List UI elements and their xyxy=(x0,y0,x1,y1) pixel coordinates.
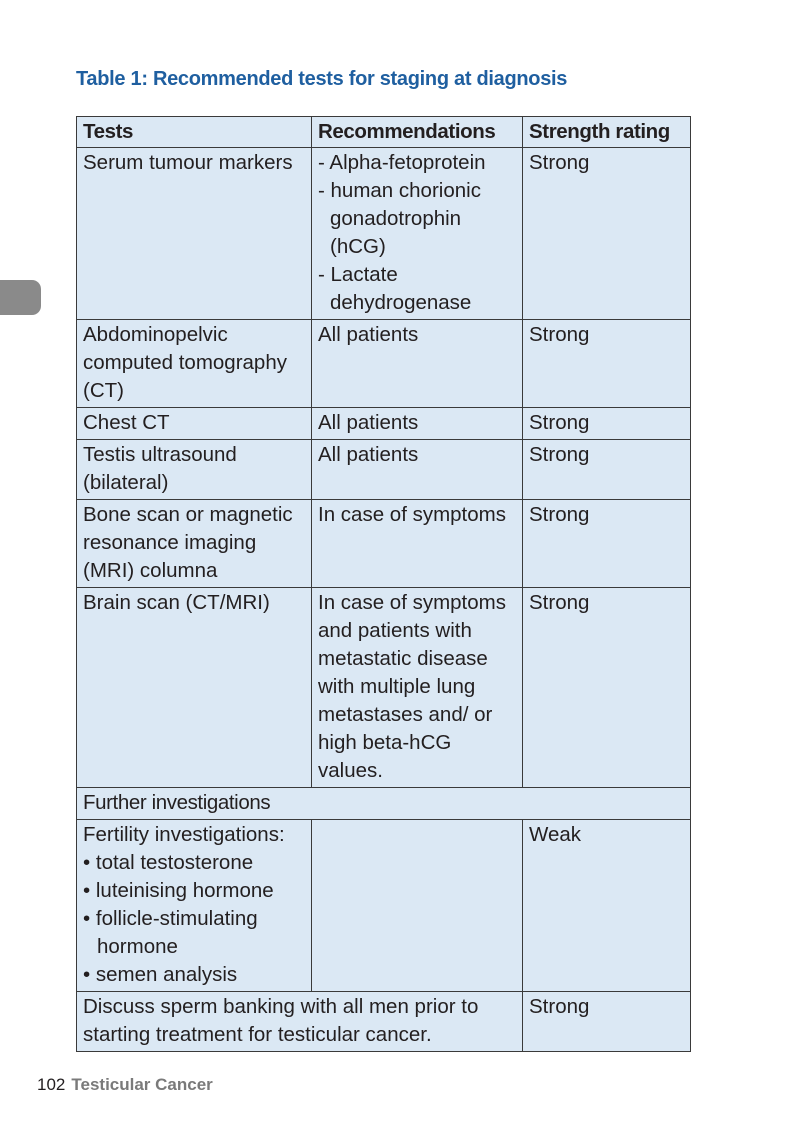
table-row xyxy=(77,148,691,320)
list-item: • semen analysis xyxy=(83,963,238,986)
table-row xyxy=(77,500,691,588)
header-recommendations: Recommendations xyxy=(312,117,523,148)
table-row xyxy=(77,588,691,788)
test-cell: Bone scan or magnetic resonance imaging (MRI) columna xyxy=(77,500,312,588)
further-investigations-row xyxy=(77,788,691,820)
further-investigations-heading: Further investigations xyxy=(77,788,691,820)
table-row xyxy=(77,320,691,408)
recommendation-list xyxy=(318,149,516,317)
staging-table xyxy=(76,116,691,1052)
test-cell: Abdominopelvic computed tomography (CT) xyxy=(77,320,312,408)
strength-cell: Weak xyxy=(523,820,691,992)
page-number: 102 xyxy=(37,1075,66,1094)
test-cell: Chest CT xyxy=(77,408,312,440)
strength-cell: Strong xyxy=(523,500,691,588)
fertility-cell xyxy=(77,820,312,992)
strength-cell: Strong xyxy=(523,992,691,1052)
page-footer xyxy=(37,1075,213,1095)
table-row xyxy=(77,440,691,500)
table-row xyxy=(77,408,691,440)
sperm-banking-cell: Discuss sperm banking with all men prior to starting treatment for testicular cancer. xyxy=(77,992,523,1052)
test-cell: Testis ultrasound (bilateral) xyxy=(77,440,312,500)
fertility-label: Fertility investigations: xyxy=(83,823,285,846)
table-row xyxy=(77,820,691,992)
list-item: • luteinising hormone xyxy=(83,879,274,902)
strength-cell: Strong xyxy=(523,320,691,408)
list-item: - human chorionic gonadotrophin (hCG) xyxy=(318,179,481,258)
header-tests: Tests xyxy=(77,117,312,148)
running-title: Testicular Cancer xyxy=(71,1075,213,1094)
side-tab-marker xyxy=(0,280,41,315)
table-row xyxy=(77,992,691,1052)
test-cell: Serum tumour markers xyxy=(77,148,312,320)
strength-cell: Strong xyxy=(523,148,691,320)
recommendation-cell: All patients xyxy=(312,440,523,500)
recommendation-cell xyxy=(312,148,523,320)
list-item: - Alpha-fetoprotein xyxy=(318,151,486,174)
fertility-list xyxy=(83,849,305,989)
list-item: • follicle-stimulating hormone xyxy=(83,907,258,958)
recommendation-cell: In case of symptoms xyxy=(312,500,523,588)
recommendation-cell: All patients xyxy=(312,408,523,440)
list-item: - Lactate dehydrogenase xyxy=(318,263,472,314)
strength-cell: Strong xyxy=(523,408,691,440)
strength-cell: Strong xyxy=(523,440,691,500)
list-item: • total testosterone xyxy=(83,851,254,874)
header-strength-rating: Strength rating xyxy=(523,117,691,148)
test-cell: Brain scan (CT/MRI) xyxy=(77,588,312,788)
recommendation-cell: All patients xyxy=(312,320,523,408)
strength-cell: Strong xyxy=(523,588,691,788)
recommendation-cell xyxy=(312,820,523,992)
table-title: Table 1: Recommended tests for staging at diagnosis xyxy=(76,68,568,90)
recommendation-cell: In case of symptoms and patients with metastatic disease with multiple lung metastases and/ or high beta-hCG values. xyxy=(312,588,523,788)
table-header-row xyxy=(77,117,691,148)
